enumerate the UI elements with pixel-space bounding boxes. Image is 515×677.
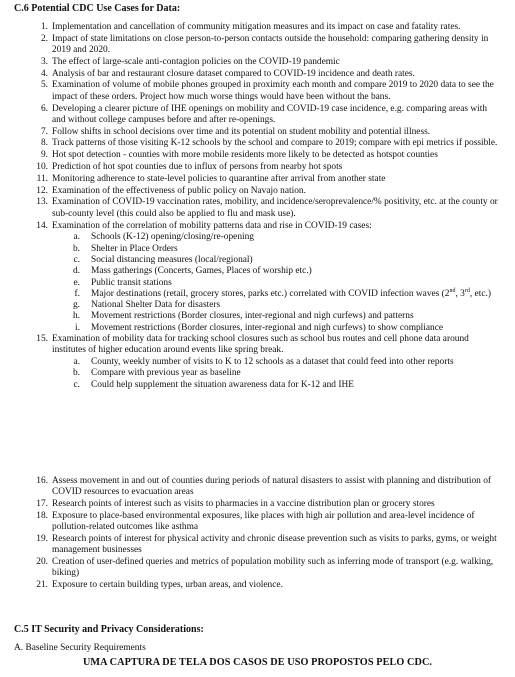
sub-list-item [0, 300, 515, 311]
item-text: Monitoring adherence to state-level policies to quarantine after arrival from another state [52, 173, 386, 184]
list-item [0, 127, 515, 138]
item-number: 21. [36, 580, 48, 591]
sub-list-item [0, 232, 515, 243]
sub-list-item [0, 289, 515, 300]
list-item [0, 80, 515, 103]
list-item [0, 162, 515, 173]
sub-list-item [0, 368, 515, 379]
sub-item-text: Could help supplement the situation awareness data for K-12 and IHE [91, 379, 354, 390]
sub-item-letter: h. [72, 311, 80, 322]
item-text: Track patterns of those visiting K-12 schools by the school and compare to 2019; compare with epi metrics if possible. [52, 138, 498, 149]
section-c6-heading: C.6 Potential CDC Use Cases for Data: [14, 3, 181, 14]
item-number: 18. [36, 510, 48, 521]
sub-list-item [0, 278, 515, 289]
item-text: Follow shifts in school decisions over time and its potential on student mobility and potential illness. [52, 126, 431, 137]
sub-item-letter: e. [73, 277, 80, 288]
item-number: 17. [36, 499, 48, 510]
sub-item-text-part: Major destinations (retail, grocery stores, parks etc.) correlated with COVID infection waves (2 [91, 288, 450, 299]
ordinal-superscript: rd [464, 287, 470, 294]
item-number: 16. [36, 476, 48, 486]
item-number: 9. [40, 150, 48, 161]
list-item [0, 221, 515, 232]
sub-item-text: Shelter in Place Orders [91, 243, 178, 254]
list-item [0, 150, 515, 161]
list-item [0, 34, 515, 57]
item-text: The effect of large-scale anti-contagion policies on the COVID-19 pandemic [52, 56, 340, 67]
item-text: Hot spot detection - counties with more mobile residents more likely to be detected as hotspot counties [52, 150, 438, 161]
item-text: Creation of user-defined queries and metrics of population mobility such as inferring mode of transport (e.g. walking, biking) [52, 557, 494, 579]
sub-list-item [0, 244, 515, 255]
item-text: Research points of interest such as visits to pharmacies in a vaccine distribution plan or grocery stores [52, 499, 435, 510]
sub-item-letter: f. [74, 288, 80, 299]
list-item [0, 534, 515, 557]
item-number: 10. [36, 162, 48, 173]
sub-item-letter: a. [73, 232, 80, 243]
item-text: Impact of state limitations on close person-to-person contacts outside the household: comparing gathering density in 2019 and 2020. [52, 33, 489, 56]
list-item [0, 138, 515, 149]
sub-list-item [0, 255, 515, 266]
sub-item-letter: c. [73, 379, 80, 390]
list-item [0, 499, 515, 510]
list-item [0, 69, 515, 80]
list-item [0, 22, 515, 33]
sub-item-text: National Shelter Data for disasters [91, 300, 221, 311]
sub-item-letter: b. [72, 243, 80, 254]
list-item [0, 580, 515, 591]
item-number: 8. [40, 138, 48, 149]
item-text: Examination of the effectiveness of public policy on Navajo nation. [52, 185, 306, 196]
sub-item-letter: d. [72, 266, 80, 277]
sub-item-text: Compare with previous year as baseline [91, 368, 241, 379]
item-number: 1. [40, 22, 48, 32]
sub-item-text [91, 289, 491, 299]
item-text: Analysis of bar and restaurant closure dataset compared to COVID-19 incidence and death rates. [52, 68, 415, 79]
sub-item-letter: a. [73, 357, 80, 368]
sub-item-letter: b. [72, 368, 80, 379]
item-number: 5. [40, 80, 48, 91]
item-text: Prediction of hot spot counties due to influx of persons from nearby hot spots [52, 162, 343, 173]
list-item [0, 476, 515, 499]
sub-list-item [0, 323, 515, 334]
sub-item-text: County, weekly number of visits to K to 12 schools as a dataset that could feed into other reports [91, 357, 454, 368]
sub-item-letter: g. [72, 300, 80, 311]
use-case-list-part1 [0, 22, 515, 391]
sub-item-text: Movement restrictions (Border closures, inter-regional and nigh curfews) and patterns [91, 311, 414, 322]
sub-item-text: Movement restrictions (Border closures, inter-regional and nigh curfews) to show compliance [91, 322, 444, 333]
section-c5-subheading: A. Baseline Security Requirements [14, 643, 146, 653]
sub-item-letter: i. [75, 322, 80, 333]
section-c5-heading: C.5 IT Security and Privacy Considerations: [14, 624, 204, 635]
item-number: 13. [36, 197, 48, 208]
list-item [0, 511, 515, 534]
ordinal-superscript: nd [449, 287, 456, 294]
sub-item-text: Schools (K-12) opening/closing/re-opening [91, 232, 254, 243]
sub-item-text-part: , etc.) [469, 288, 491, 299]
image-caption: UMA CAPTURA DE TELA DOS CASOS DE USO PROPOSTOS PELO CDC. [82, 657, 433, 668]
item-text: Developing a clearer picture of IHE openings on mobility and COVID-19 case incidence, e.g. comparing areas with and without college campuses before and after re-openings. [52, 103, 488, 125]
item-text: Exposure to place-based environmental exposures, like places with high air pollution and area-level incidence of pollution-related outcomes like asthma [52, 510, 475, 533]
list-item [0, 186, 515, 197]
list-item [0, 104, 515, 127]
item-number: 11. [36, 173, 48, 184]
item-text: Examination of mobility data for tracking school closures such as school bus routes and cell phone data around institutes of higher education around events like spring break. [52, 334, 469, 356]
item-number: 2. [40, 33, 48, 44]
item-number: 14. [36, 220, 48, 231]
item-text: Research points of interest for physical activity and chronic disease prevention such as visits to parks, gyms, or weight management businesses [52, 533, 497, 556]
list-item [0, 174, 515, 185]
item-number: 6. [40, 103, 48, 114]
item-number: 12. [36, 185, 48, 196]
item-number: 4. [40, 68, 48, 79]
sub-item-letter: c. [73, 254, 80, 265]
sub-item-text: Mass gatherings (Concerts, Games, Places of worship etc.) [91, 266, 312, 277]
sub-list-item [0, 380, 515, 391]
item-number: 3. [40, 56, 48, 67]
sub-list-item [0, 357, 515, 368]
sub-item-text-part: , 3 [455, 288, 465, 299]
use-case-list-part2 [0, 476, 515, 592]
list-item [0, 197, 515, 220]
item-text: Examination of the correlation of mobility patterns data and rise in COVID-19 cases: [52, 220, 372, 231]
list-item [0, 557, 515, 580]
sub-list-item [0, 266, 515, 277]
item-number: 7. [40, 126, 48, 137]
item-text: Examination of COVID-19 vaccination rates, mobility, and incidence/seroprevalence/% positivity, etc. at the county or sub-county level (this could also be applied to flu and mask use). [52, 197, 498, 219]
item-number: 20. [36, 557, 48, 568]
item-number: 19. [36, 533, 48, 544]
item-number: 15. [36, 334, 48, 345]
item-text: Assess movement in and out of counties during periods of natural disasters to assist with planning and distribution of COVID resources to evacuation areas [52, 476, 492, 498]
sub-item-text: Social distancing measures (local/regional) [91, 254, 253, 265]
item-text: Implementation and cancellation of community mitigation measures and its impact on case and fatality rates. [52, 22, 461, 32]
list-item [0, 334, 515, 357]
list-item [0, 57, 515, 68]
item-text: Exposure to certain building types, urban areas, and violence. [52, 580, 283, 591]
sub-list-item [0, 311, 515, 322]
item-text: Examination of volume of mobile phones grouped in proximity each month and compare 2019 to 2020 data to see the impact of these orders. Project how much worse things would have been without the bans. [52, 80, 494, 102]
sub-item-text: Public transit stations [91, 277, 172, 288]
